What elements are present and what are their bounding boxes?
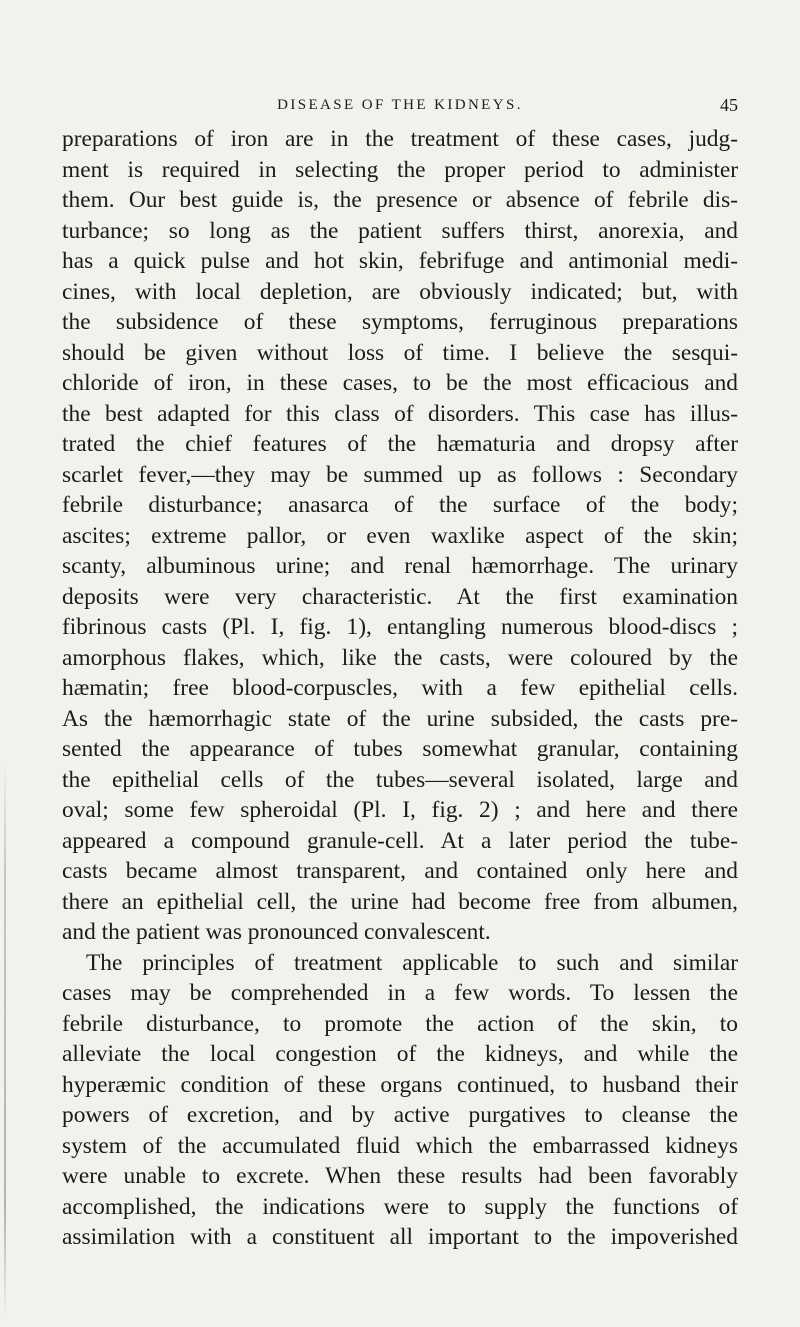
text-line: and the patient was pronounced convalescent. bbox=[62, 919, 491, 945]
text-line: should be given without loss of time. I believe the sesqui- bbox=[62, 339, 738, 366]
text-line: preparations of iron are in the treatment of these cases, judg- bbox=[62, 126, 738, 152]
text-line: the epithelial cells of the tubes—several isolated, large and bbox=[62, 766, 738, 793]
text-line: scanty, albuminous urine; and renal hæmorrhage. The urinary bbox=[62, 553, 738, 579]
text-line: assimilation with a constituent all important to the impoverished bbox=[62, 1224, 738, 1250]
text-line: hyperæmic condition of these organs continued, to husband their bbox=[62, 1071, 738, 1098]
text-line: cases may be comprehended in a few words. To lessen the bbox=[62, 980, 738, 1006]
text-line: turbance; so long as the patient suffers thirst, anorexia, and bbox=[62, 217, 738, 244]
text-line: ment is required in selecting the proper period to administer bbox=[62, 156, 738, 183]
running-head bbox=[0, 92, 800, 118]
page-number: 45 bbox=[720, 95, 738, 115]
text-line: appeared a compound granule-cell. At a later period the tube- bbox=[62, 827, 738, 854]
text-line: trated the chief features of the hæmaturia and dropsy after bbox=[62, 431, 738, 457]
running-title: DISEASE OF THE KIDNEYS. bbox=[277, 97, 523, 113]
text-line: accomplished, the indications were to supply the functions of bbox=[62, 1193, 738, 1220]
text-line: sented the appearance of tubes somewhat granular, containing bbox=[62, 736, 738, 762]
text-line: the best adapted for this class of disorders. This case has illus- bbox=[62, 400, 738, 427]
text-line: alleviate the local congestion of the kidneys, and while the bbox=[62, 1041, 738, 1067]
text-line: were unable to excrete. When these results had been favorably bbox=[62, 1163, 738, 1189]
text-line: has a quick pulse and hot skin, febrifuge and antimonial medi- bbox=[62, 248, 738, 274]
text-line: cines, with local depletion, are obviously indicated; but, with bbox=[62, 278, 738, 305]
text-line: there an epithelial cell, the urine had become free from albumen, bbox=[62, 888, 738, 915]
text-line: them. Our best guide is, the presence or absence of febrile dis- bbox=[62, 187, 738, 213]
text-line: ascites; extreme pallor, or even waxlike aspect of the skin; bbox=[62, 522, 738, 549]
text-line: deposits were very characteristic. At the first examination bbox=[62, 583, 738, 610]
text-line: amorphous flakes, which, like the casts, were coloured by the bbox=[62, 644, 738, 671]
text-line: the subsidence of these symptoms, ferruginous preparations bbox=[62, 309, 738, 335]
text-line: hæmatin; free blood-corpuscles, with a few epithelial cells. bbox=[62, 675, 738, 701]
binding-shadow bbox=[4, 760, 6, 1320]
text-line: chloride of iron, in these cases, to be the most efficacious and bbox=[62, 370, 738, 396]
text-line: febrile disturbance; anasarca of the surface of the body; bbox=[62, 492, 738, 518]
text-line: oval; some few spheroidal (Pl. I, fig. 2) ; and here and there bbox=[62, 797, 738, 823]
text-line: fibrinous casts (Pl. I, fig. 1), entangling numerous blood-discs ; bbox=[62, 614, 738, 640]
text-line: The principles of treatment applicable to such and similar bbox=[86, 949, 738, 976]
text-line: As the hæmorrhagic state of the urine subsided, the casts pre- bbox=[62, 705, 738, 732]
text-line: system of the accumulated fluid which the embarrassed kidneys bbox=[62, 1132, 738, 1159]
text-line: scarlet fever,—they may be summed up as follows : Secondary bbox=[62, 461, 738, 488]
text-line: powers of excretion, and by active purgatives to cleanse the bbox=[62, 1102, 738, 1128]
text-line: casts became almost transparent, and contained only here and bbox=[62, 858, 738, 884]
text-line: febrile disturbance, to promote the action of the skin, to bbox=[62, 1010, 738, 1037]
